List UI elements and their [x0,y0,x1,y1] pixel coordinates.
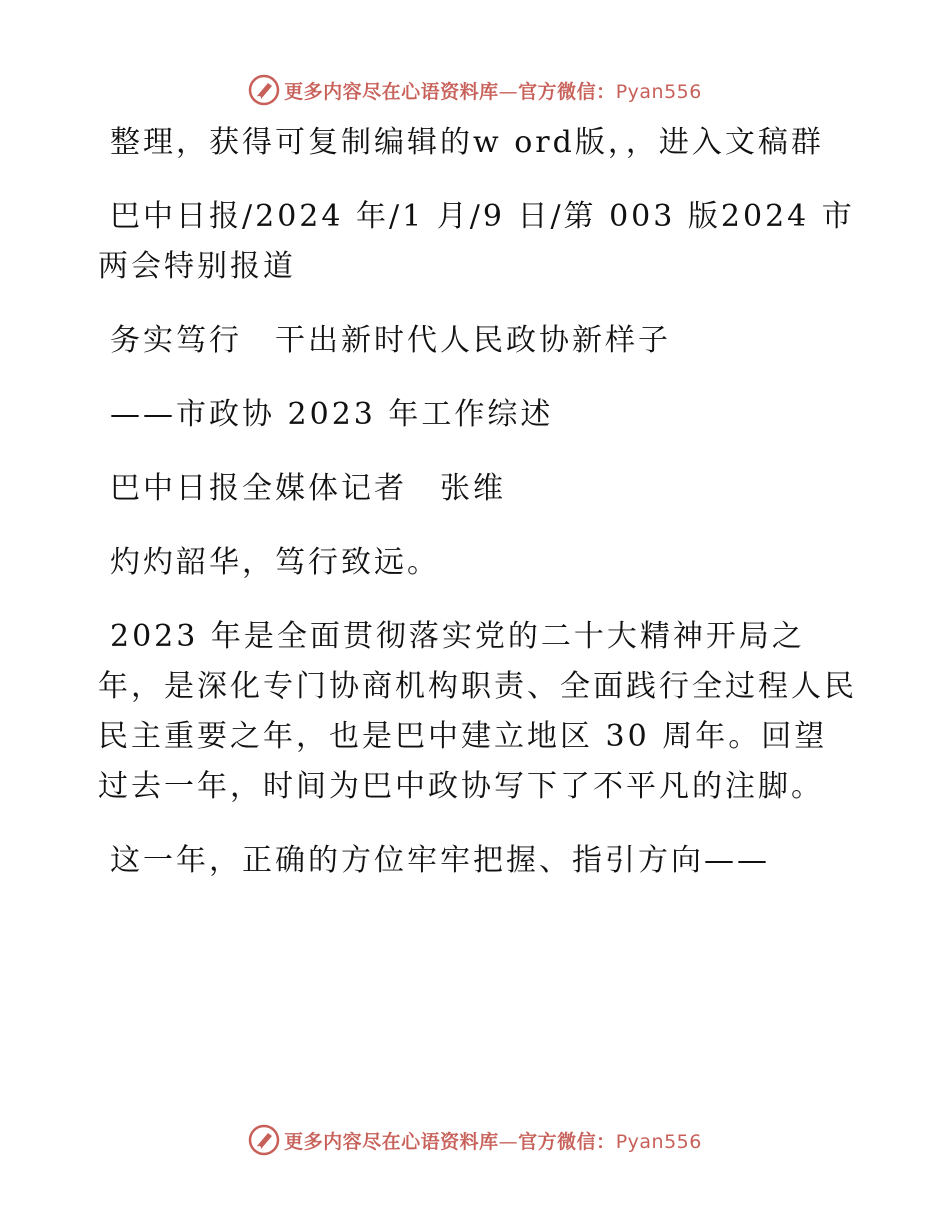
paragraph-body: 2023 年是全面贯彻落实党的二十大精神开局之年，是深化专门协商机构职责、全面践行全过程人民民主重要之年，也是巴中建立地区 30 周年。回望过去一年，时间为巴中政协写下了不平凡的注脚。 [98,619,857,804]
pen-logo-icon [248,74,280,106]
article-subtitle: ——市政协 2023 年工作综述 [110,397,554,432]
document-body [98,118,858,910]
watermark-text: 更多内容尽在心语资料库—官方微信：Pyan556 [284,1130,702,1153]
article-byline: 巴中日报全媒体记者 张维 [110,471,506,506]
paragraph-note: 整理，获得可复制编辑的w ord版，，进入文稿群 [110,125,824,160]
paragraph-body: 这一年，正确的方位牢牢把握、指引方向—— [110,843,770,878]
paragraph-lead: 灼灼韶华，笃行致远。 [110,545,440,580]
footer-watermark [0,1120,950,1160]
pen-logo-icon [248,1124,280,1156]
article-title: 务实笃行 干出新时代人民政协新样子 [110,323,671,358]
watermark-text: 更多内容尽在心语资料库—官方微信：Pyan556 [284,80,702,103]
paragraph-source: 巴中日报/2024 年/1 月/9 日/第 003 版2024 市两会特别报道 [98,199,855,284]
header-watermark [0,70,950,110]
